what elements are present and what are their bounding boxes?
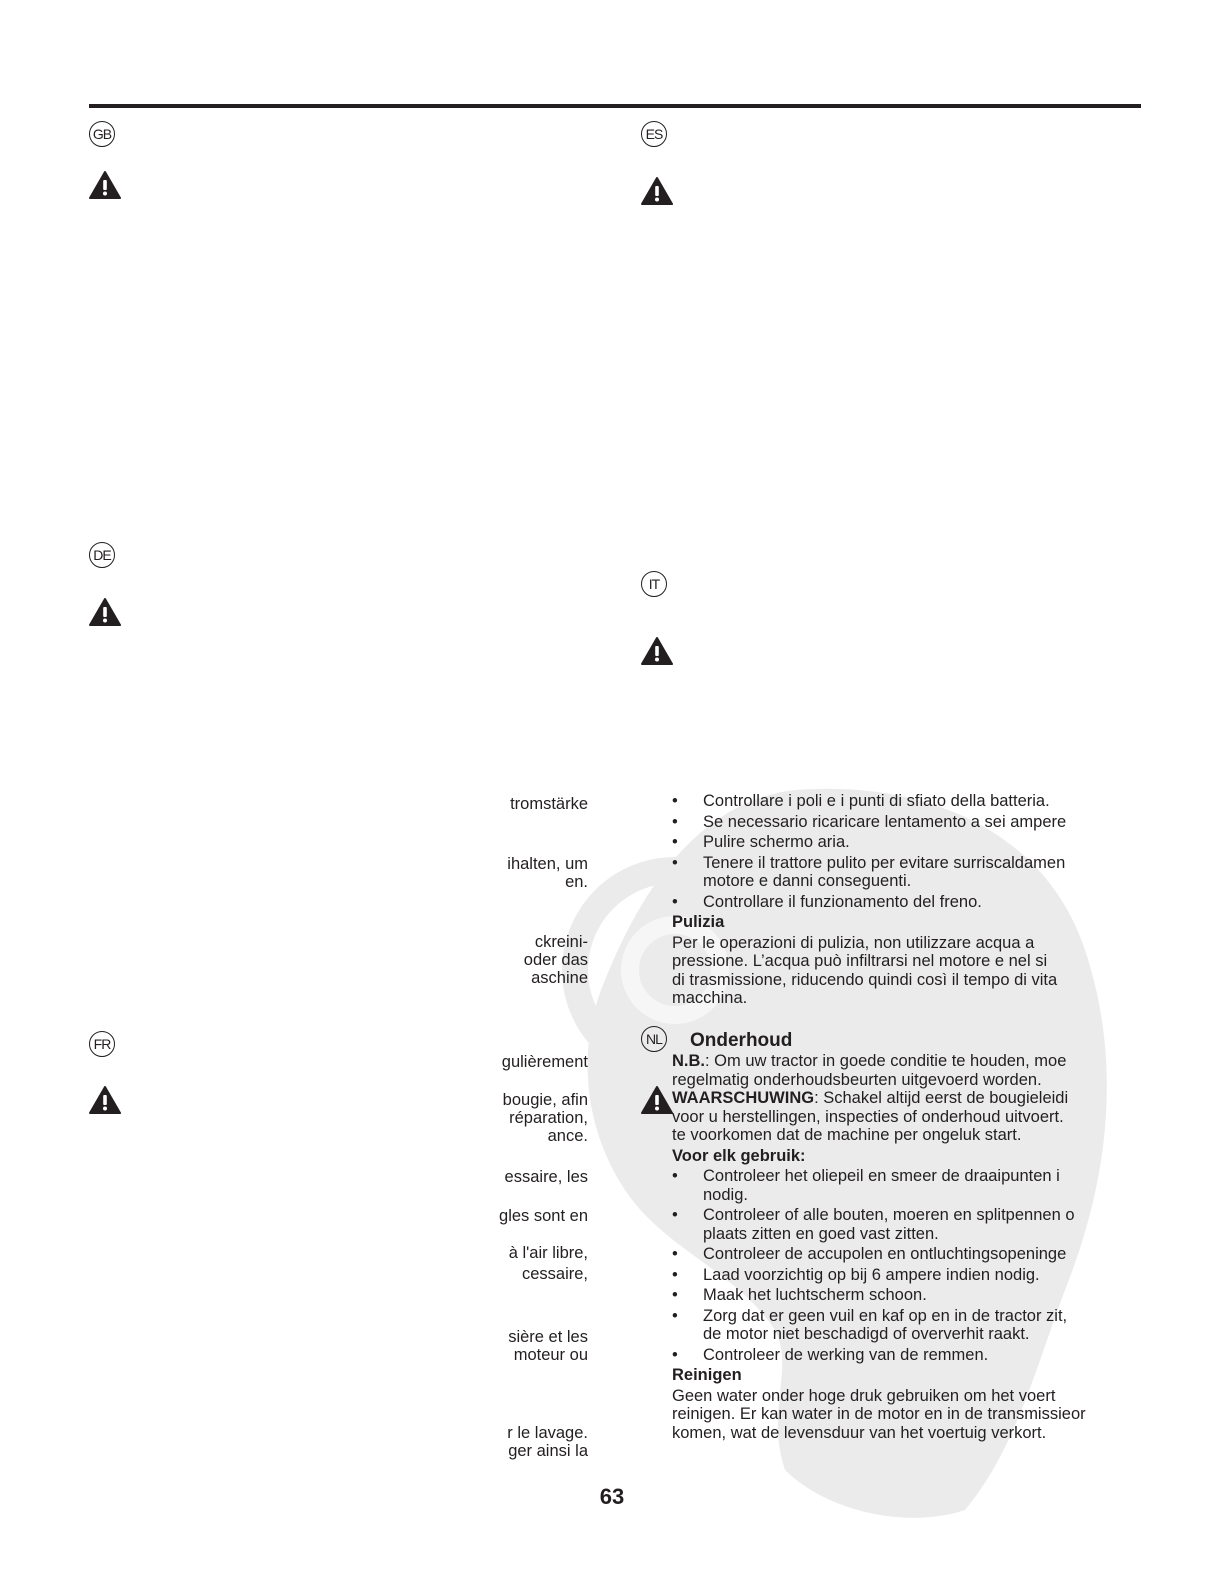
paragraph-line: te voorkomen dat de machine per ongeluk start.: [672, 1126, 1022, 1144]
badge-it: IT: [641, 571, 667, 597]
warning-icon: [641, 1085, 673, 1115]
list-item-continuation: nodig.: [703, 1185, 748, 1204]
paragraph-line: komen, wat de levensduur van het voertuig verkort.: [672, 1423, 1047, 1442]
fr-fragment: bougie, afin: [502, 1091, 588, 1109]
list-item-continuation: plaats zitten en goed vast zitten.: [703, 1224, 939, 1243]
it-section: [672, 792, 1112, 1008]
paragraph-line: reinigen. Er kan water in de motor en in de transmissieor: [672, 1405, 1086, 1423]
list-item: • Tenere il trattore pulito per evitare surriscaldamen: [672, 854, 1112, 873]
list-item: • Laad voorzichtig op bij 6 ampere indien nodig.: [672, 1266, 1112, 1285]
fr-fragment: à l'air libre,: [508, 1244, 588, 1262]
paragraph-line: regelmatig onderhoudsbeurten uitgevoerd worden.: [672, 1070, 1042, 1089]
list-item: • Controllare il funzionamento del freno.: [672, 893, 1112, 912]
warning-icon: [89, 597, 121, 627]
list-item: • Controllare i poli e i punti di sfiato della batteria.: [672, 792, 1112, 811]
list-item: • Controleer het oliepeil en smeer de draaipunten i: [672, 1167, 1112, 1186]
warning-icon: [641, 636, 673, 666]
paragraph-line: : Om uw tractor in goede conditie te houden, moe: [705, 1052, 1067, 1070]
paragraph-line: pressione. L’acqua può infiltrarsi nel motore e nel si: [672, 952, 1048, 970]
warning-icon: [89, 1085, 121, 1115]
badge-es: ES: [641, 121, 667, 147]
fr-fragment: ger ainsi la: [508, 1442, 588, 1460]
page-number: 63: [599, 1484, 625, 1509]
paragraph-line: macchina.: [672, 989, 748, 1007]
paragraph-line: Geen water onder hoge druk gebruiken om het voert: [672, 1386, 1056, 1405]
de-fragment: ihalten, um: [507, 855, 588, 873]
badge-nl: NL: [641, 1026, 667, 1052]
list-item: • Zorg dat er geen vuil en kaf op en in de tractor zit,: [672, 1307, 1112, 1326]
de-fragment: en.: [565, 873, 588, 891]
paragraph-line: voor u herstellingen, inspecties of onderhoud uitvoert.: [672, 1107, 1064, 1126]
it-cleaning-heading: Pulizia: [672, 913, 725, 931]
fr-fragment: gulièrement: [501, 1053, 588, 1071]
warning-label: WAARSCHUWING: [672, 1089, 815, 1107]
de-fragment: oder das: [523, 951, 588, 969]
fr-fragment: moteur ou: [513, 1346, 588, 1364]
fr-fragment: cessaire,: [521, 1265, 588, 1283]
list-item: • Maak het luchtscherm schoon.: [672, 1286, 1112, 1305]
list-item: • Controleer of alle bouten, moeren en splitpennen o: [672, 1206, 1112, 1225]
paragraph-line: Per le operazioni di pulizia, non utilizzare acqua a: [672, 933, 1035, 952]
list-item: • Se necessario ricaricare lentamento a sei ampere: [672, 813, 1112, 832]
fr-fragment: réparation,: [509, 1109, 588, 1127]
nl-section: [672, 1052, 1112, 1442]
de-fragment: aschine: [531, 969, 588, 987]
de-fragment: tromstärke: [510, 795, 588, 813]
before-use-heading: Voor elk gebruik:: [672, 1146, 806, 1165]
badge-gb: GB: [89, 121, 115, 147]
de-fragment: ckreini-: [534, 933, 588, 951]
warning-icon: [89, 170, 121, 200]
warning-icon: [641, 176, 673, 206]
nl-cleaning-heading: Reinigen: [672, 1366, 742, 1384]
list-item: • Pulire schermo aria.: [672, 833, 1112, 852]
list-item-continuation: motore e danni conseguenti.: [703, 872, 912, 890]
fr-fragment: gles sont en: [499, 1207, 588, 1225]
list-item-continuation: de motor niet beschadigd of oververhit raakt.: [703, 1325, 1030, 1343]
badge-fr: FR: [89, 1031, 115, 1057]
nb-label: N.B.: [672, 1052, 705, 1070]
fr-fragment: essaire, les: [504, 1168, 588, 1186]
badge-de: DE: [89, 542, 115, 568]
fr-fragment: ance.: [547, 1127, 588, 1145]
list-item: • Controleer de accupolen en ontluchtingsopeninge: [672, 1245, 1112, 1264]
fr-fragment: r le lavage.: [507, 1424, 588, 1442]
header-rule: [89, 104, 1141, 108]
paragraph-line: di trasmissione, riducendo quindi così il tempo di vita: [672, 970, 1058, 989]
fr-fragment: sière et les: [508, 1328, 588, 1346]
list-item: • Controleer de werking van de remmen.: [672, 1346, 1112, 1365]
paragraph-line: : Schakel altijd eerst de bougieleidi: [814, 1089, 1069, 1107]
nl-section-title: Onderhoud: [690, 1030, 793, 1051]
